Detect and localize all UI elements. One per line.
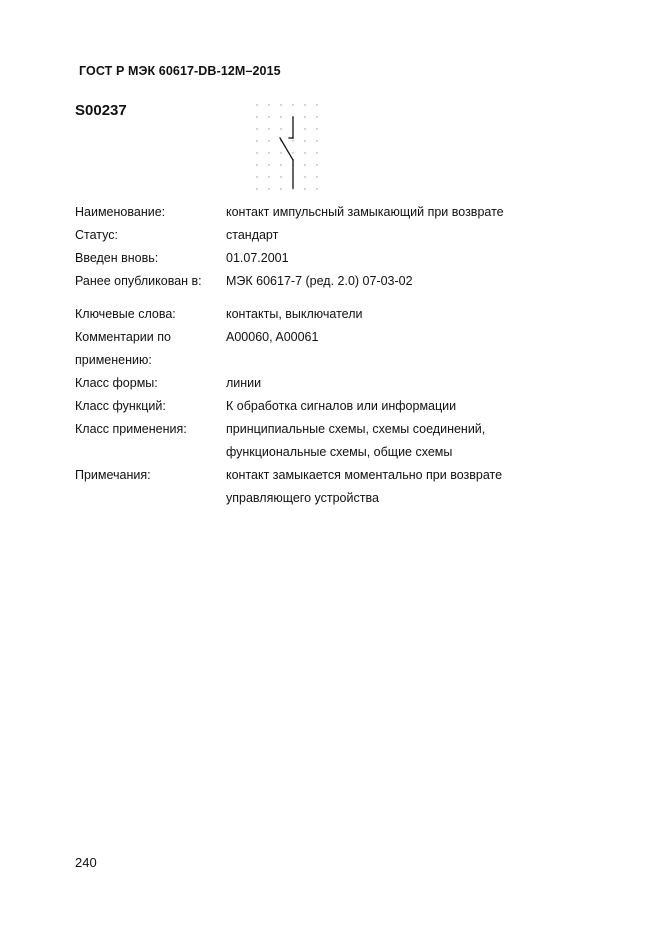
field-label: Класс формы: [75, 376, 158, 390]
field-value: контакт замыкается моментально при возврате управляющего устройства [226, 468, 503, 505]
field-value: К обработка сигналов или информации [226, 399, 457, 413]
contact-lines [280, 117, 293, 188]
field-label: Ранее опубликован в: [75, 274, 202, 288]
field-label: Примечания: [75, 468, 151, 482]
field-value: контакт импульсный замыкающий при возврате [226, 205, 504, 219]
field-label: Введен вновь: [75, 251, 159, 265]
impulse-make-contact-icon [250, 98, 326, 202]
field-row-application-class [75, 418, 555, 464]
field-row-introduced [75, 247, 555, 270]
field-row-keywords [75, 303, 555, 326]
field-value: линии [226, 376, 262, 390]
field-label: Класс применения: [75, 422, 187, 436]
document-header: ГОСТ Р МЭК 60617-DB-12M–2015 [79, 64, 281, 78]
field-row-shape-class [75, 372, 555, 395]
field-row-notes [75, 464, 555, 510]
symbol-code: S00237 [75, 102, 127, 119]
field-label: Ключевые слова: [75, 307, 176, 321]
field-value: 01.07.2001 [226, 251, 289, 265]
field-row-function-class [75, 395, 555, 418]
page-number: 240 [75, 855, 97, 870]
field-value: контакты, выключатели [226, 307, 363, 321]
field-label: Класс функций: [75, 399, 166, 413]
field-row-name [75, 201, 555, 224]
attributes-table [75, 201, 555, 510]
field-value: A00060, A00061 [226, 330, 319, 344]
field-label: Наименование: [75, 205, 166, 219]
field-value: принципиальные схемы, схемы соединений, функциональные схемы, общие схемы [226, 422, 486, 459]
field-row-published [75, 270, 555, 293]
field-value: стандарт [226, 228, 279, 242]
field-row-status [75, 224, 555, 247]
grid-dots [256, 104, 317, 189]
field-value: МЭК 60617-7 (ред. 2.0) 07-03-02 [226, 274, 413, 288]
field-row-comments [75, 326, 555, 372]
field-label: Статус: [75, 228, 118, 242]
field-label: Комментарии по применению: [75, 330, 171, 367]
